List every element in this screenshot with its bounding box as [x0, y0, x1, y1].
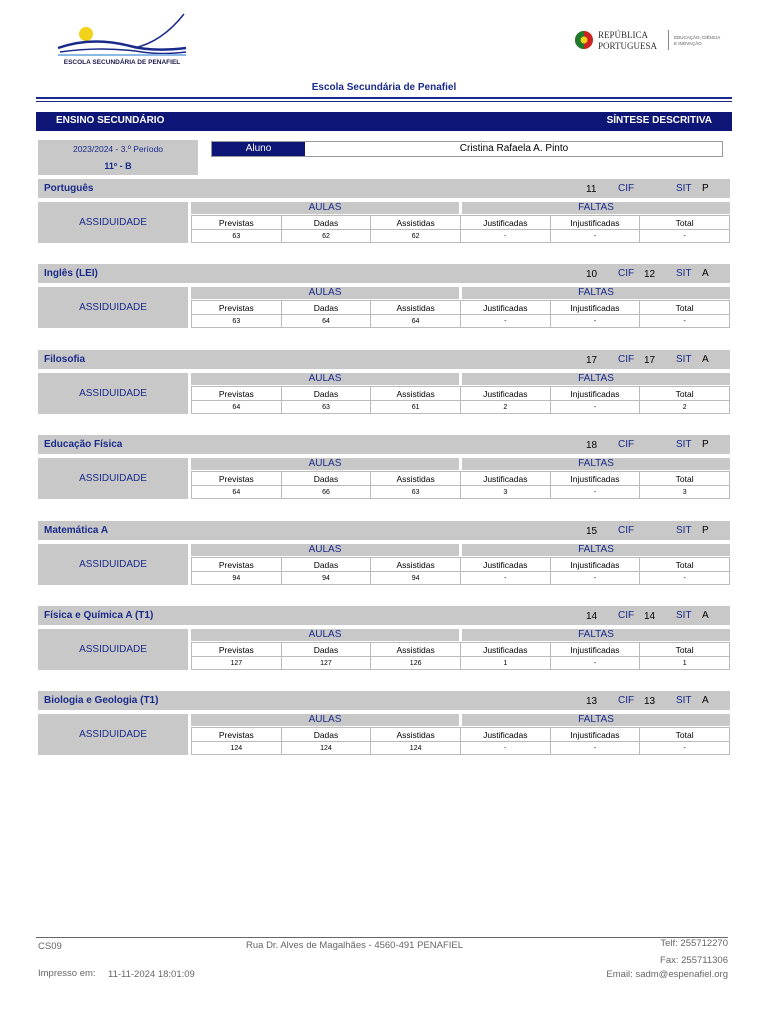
cell-value: 94 [281, 572, 371, 585]
faltas-group-header: FALTAS [462, 629, 730, 641]
subject-grade: 10 [586, 269, 598, 280]
cell-value: 127 [281, 657, 371, 670]
cell-value: 124 [192, 742, 282, 755]
cell-value: 62 [371, 230, 461, 243]
subject-header [38, 264, 730, 283]
col-header: Previstas [192, 301, 282, 315]
col-header: Assistidas [371, 301, 461, 315]
subject-header [38, 521, 730, 540]
col-header: Previstas [192, 472, 282, 486]
svg-text:REPÚBLICA: REPÚBLICA [598, 30, 649, 40]
col-header: Total [640, 216, 730, 230]
table-header-row [192, 387, 730, 401]
col-header: Injustificadas [550, 216, 640, 230]
col-header: Assistidas [371, 472, 461, 486]
sit-value: A [702, 695, 709, 706]
col-header: Previstas [192, 558, 282, 572]
cell-value: - [460, 742, 550, 755]
sit-label: SIT [676, 439, 692, 450]
svg-text:EDUCAÇÃO, CIÊNCIA: EDUCAÇÃO, CIÊNCIA [674, 35, 721, 40]
table-header-row [192, 216, 730, 230]
col-header: Justificadas [460, 301, 550, 315]
cell-value: 2 [640, 401, 730, 414]
table-header-row [192, 472, 730, 486]
faltas-group-header: FALTAS [462, 202, 730, 214]
sit-label: SIT [676, 610, 692, 621]
table-header-row [192, 643, 730, 657]
subject-block [38, 606, 730, 670]
cell-value: 62 [281, 230, 371, 243]
cell-value: - [550, 486, 640, 499]
col-header: Dadas [281, 387, 371, 401]
assiduidade-label: ASSIDUIDADE [38, 287, 188, 328]
assiduidade-label: ASSIDUIDADE [38, 629, 188, 670]
cell-value: 1 [640, 657, 730, 670]
class-label: 11º - B [104, 161, 132, 171]
table-row [192, 315, 730, 328]
subject-name: Matemática A [44, 525, 109, 536]
assiduidade-label: ASSIDUIDADE [38, 714, 188, 755]
cell-value: 64 [281, 315, 371, 328]
sit-value: A [702, 610, 709, 621]
subject-block [38, 264, 730, 328]
table-row [192, 657, 730, 670]
subject-block [38, 179, 730, 243]
aulas-group-header: AULAS [191, 458, 459, 470]
sit-value: P [702, 183, 709, 194]
col-header: Total [640, 558, 730, 572]
col-header: Injustificadas [550, 387, 640, 401]
school-title: Escola Secundária de Penafiel [311, 82, 457, 93]
attendance-table [191, 300, 730, 328]
col-header: Injustificadas [550, 643, 640, 657]
subject-name: Inglês (LEI) [44, 268, 98, 279]
col-header: Total [640, 728, 730, 742]
subject-name: Português [44, 183, 94, 194]
subject-grade: 15 [586, 526, 598, 537]
col-header: Injustificadas [550, 472, 640, 486]
sit-label: SIT [676, 525, 692, 536]
cell-value: 64 [371, 315, 461, 328]
col-header: Dadas [281, 472, 371, 486]
attendance-table [191, 642, 730, 670]
svg-text:PORTUGUESA: PORTUGUESA [598, 41, 657, 51]
cell-value: 63 [281, 401, 371, 414]
cell-value: 94 [192, 572, 282, 585]
cell-value: - [550, 401, 640, 414]
cell-value: 66 [281, 486, 371, 499]
student-field [211, 141, 723, 157]
cell-value: - [550, 657, 640, 670]
aulas-group-header: AULAS [191, 714, 459, 726]
col-header: Justificadas [460, 472, 550, 486]
cell-value: - [460, 315, 550, 328]
col-header: Injustificadas [550, 558, 640, 572]
subject-grade: 17 [586, 355, 598, 366]
col-header: Dadas [281, 216, 371, 230]
table-header-row [192, 301, 730, 315]
student-name: Cristina Rafaela A. Pinto [459, 143, 569, 154]
col-header: Total [640, 643, 730, 657]
subject-grade: 14 [586, 611, 598, 622]
attendance-table [191, 386, 730, 414]
subject-header [38, 350, 730, 369]
cell-value: - [550, 572, 640, 585]
sit-value: A [702, 268, 709, 279]
subject-header [38, 179, 730, 198]
subject-block [38, 691, 730, 755]
cif-label: CIF [618, 525, 635, 536]
header-rule [36, 97, 732, 99]
footer-printed-date: 11-11-2024 18:01:09 [108, 969, 195, 980]
cell-value: 94 [371, 572, 461, 585]
cif-label: CIF [618, 695, 635, 706]
footer-code: CS09 [38, 941, 62, 952]
col-header: Previstas [192, 216, 282, 230]
cell-value: 61 [371, 401, 461, 414]
col-header: Dadas [281, 643, 371, 657]
cell-value: 63 [371, 486, 461, 499]
section-right-label: SÍNTESE DESCRITIVA [606, 115, 712, 126]
subject-block [38, 435, 730, 499]
table-row [192, 572, 730, 585]
faltas-group-header: FALTAS [462, 544, 730, 556]
col-header: Total [640, 472, 730, 486]
col-header: Previstas [192, 728, 282, 742]
table-header-row [192, 728, 730, 742]
cif-value: 17 [644, 355, 656, 366]
faltas-group-header: FALTAS [462, 458, 730, 470]
cif-label: CIF [618, 183, 635, 194]
sit-label: SIT [676, 354, 692, 365]
table-row [192, 742, 730, 755]
faltas-group-header: FALTAS [462, 373, 730, 385]
attendance-table [191, 727, 730, 755]
col-header: Injustificadas [550, 728, 640, 742]
sit-label: SIT [676, 183, 692, 194]
subject-block [38, 350, 730, 414]
aulas-group-header: AULAS [191, 202, 459, 214]
col-header: Previstas [192, 643, 282, 657]
subject-grade: 13 [586, 696, 598, 707]
attendance-table [191, 215, 730, 243]
cell-value: - [640, 315, 730, 328]
cell-value: - [460, 230, 550, 243]
col-header: Dadas [281, 728, 371, 742]
faltas-group-header: FALTAS [462, 714, 730, 726]
faltas-group-header: FALTAS [462, 287, 730, 299]
cell-value: 64 [192, 401, 282, 414]
republic-logo [574, 26, 734, 56]
col-header: Justificadas [460, 728, 550, 742]
cell-value: 124 [371, 742, 461, 755]
footer-email: Email: sadm@espenafiel.org [606, 969, 728, 980]
col-header: Assistidas [371, 558, 461, 572]
col-header: Dadas [281, 558, 371, 572]
footer-phone: Telf: 255712270 [660, 938, 728, 949]
subject-header [38, 435, 730, 454]
footer-rule [36, 937, 728, 938]
header-rule-thin [36, 101, 732, 102]
assiduidade-label: ASSIDUIDADE [38, 373, 188, 414]
period-label: 2023/2024 - 3.º Período [72, 144, 164, 154]
sit-value: A [702, 354, 709, 365]
cell-value: 127 [192, 657, 282, 670]
cell-value: 2 [460, 401, 550, 414]
cell-value: - [640, 230, 730, 243]
col-header: Total [640, 387, 730, 401]
cell-value: - [460, 572, 550, 585]
cif-label: CIF [618, 610, 635, 621]
sit-label: SIT [676, 695, 692, 706]
cif-value: 12 [644, 269, 656, 280]
cell-value: 64 [192, 486, 282, 499]
col-header: Assistidas [371, 216, 461, 230]
assiduidade-label: ASSIDUIDADE [38, 458, 188, 499]
section-left-label: ENSINO SECUNDÁRIO [56, 115, 165, 126]
table-header-row [192, 558, 730, 572]
col-header: Justificadas [460, 216, 550, 230]
subject-name: Educação Física [44, 439, 123, 450]
cell-value: - [550, 315, 640, 328]
cell-value: - [640, 742, 730, 755]
svg-text:ESCOLA SECUNDÁRIA DE PENAFIEL: ESCOLA SECUNDÁRIA DE PENAFIEL [63, 59, 181, 66]
assiduidade-label: ASSIDUIDADE [38, 202, 188, 243]
cell-value: - [640, 572, 730, 585]
svg-text:E INOVAÇÃO: E INOVAÇÃO [674, 41, 702, 46]
sit-value: P [702, 525, 709, 536]
col-header: Justificadas [460, 643, 550, 657]
section-bar [36, 112, 732, 131]
cif-value: 14 [644, 611, 656, 622]
col-header: Assistidas [371, 643, 461, 657]
school-logo [52, 12, 192, 70]
subject-header [38, 606, 730, 625]
cell-value: 124 [281, 742, 371, 755]
attendance-table [191, 471, 730, 499]
aulas-group-header: AULAS [191, 629, 459, 641]
footer-address: Rua Dr. Alves de Magalhães - 4560-491 PENAFIEL [246, 940, 464, 951]
col-header: Dadas [281, 301, 371, 315]
cell-value: 126 [371, 657, 461, 670]
sit-value: P [702, 439, 709, 450]
cell-value: 63 [192, 315, 282, 328]
footer-printed-label: Impresso em: [38, 968, 96, 979]
cell-value: 3 [460, 486, 550, 499]
cell-value: 1 [460, 657, 550, 670]
subject-name: Filosofia [44, 354, 86, 365]
aulas-group-header: AULAS [191, 287, 459, 299]
subject-block [38, 521, 730, 585]
col-header: Total [640, 301, 730, 315]
aulas-group-header: AULAS [191, 373, 459, 385]
subject-header [38, 691, 730, 710]
cell-value: - [550, 742, 640, 755]
cell-value: 3 [640, 486, 730, 499]
cif-value: 13 [644, 696, 656, 707]
student-label: Aluno [212, 142, 305, 156]
col-header: Justificadas [460, 558, 550, 572]
cif-label: CIF [618, 354, 635, 365]
col-header: Injustificadas [550, 301, 640, 315]
col-header: Justificadas [460, 387, 550, 401]
cell-value: - [550, 230, 640, 243]
footer-fax: Fax: 255711306 [660, 955, 728, 966]
sit-label: SIT [676, 268, 692, 279]
table-row [192, 486, 730, 499]
subject-name: Física e Química A (T1) [44, 610, 154, 621]
cif-label: CIF [618, 268, 635, 279]
table-row [192, 230, 730, 243]
assiduidade-label: ASSIDUIDADE [38, 544, 188, 585]
subject-grade: 11 [586, 184, 597, 195]
period-box [38, 140, 198, 175]
table-row [192, 401, 730, 414]
aulas-group-header: AULAS [191, 544, 459, 556]
col-header: Assistidas [371, 387, 461, 401]
col-header: Previstas [192, 387, 282, 401]
subject-name: Biologia e Geologia (T1) [44, 695, 159, 706]
col-header: Assistidas [371, 728, 461, 742]
attendance-table [191, 557, 730, 585]
cell-value: 63 [192, 230, 282, 243]
subject-grade: 18 [586, 440, 598, 451]
cif-label: CIF [618, 439, 635, 450]
